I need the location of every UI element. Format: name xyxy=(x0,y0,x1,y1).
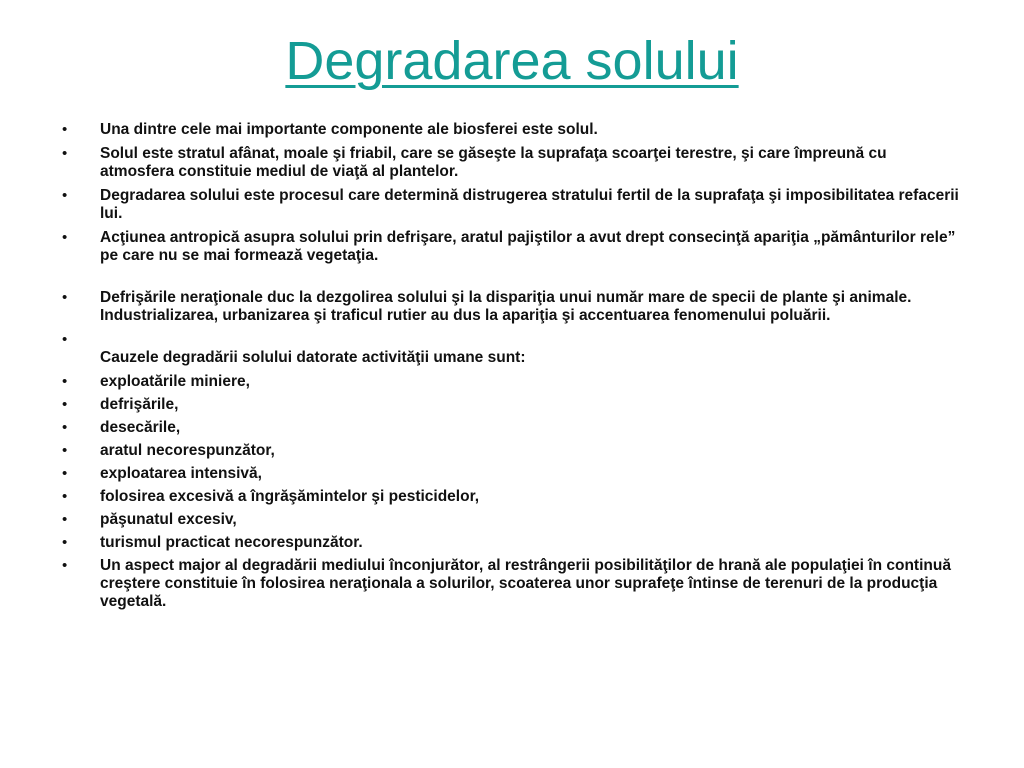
bullet-item xyxy=(62,396,962,414)
bullet-icon: • xyxy=(62,534,68,551)
bullet-icon: • xyxy=(62,187,68,204)
bullet-icon: • xyxy=(62,557,68,574)
bullet-item xyxy=(62,289,962,325)
bullet-icon: • xyxy=(62,373,68,390)
bullet-icon: • xyxy=(62,396,68,413)
bullet-text: Solul este stratul afânat, moale şi friabil, care se găseşte la suprafaţa scoarţei terestre, şi care împreună cu atmosfera constituie mediul de viaţă al plantelor. xyxy=(100,145,887,180)
bullet-item xyxy=(62,557,962,611)
bullet-icon: • xyxy=(62,331,68,348)
bullet-text: Acţiunea antropică asupra solului prin defrişare, aratul pajiştilor a avut drept consecinţă apariţia „pământurilor rele” pe care nu se mai formează vegetaţia. xyxy=(100,229,956,264)
bullet-text: exploatarea intensivă, xyxy=(100,465,262,482)
bullet-item xyxy=(62,373,962,391)
bullet-icon: • xyxy=(62,229,68,246)
bullet-item xyxy=(62,419,962,437)
bullet-item xyxy=(62,145,962,181)
bullet-text: desecările, xyxy=(100,419,181,436)
bullet-item xyxy=(62,187,962,223)
bullet-icon: • xyxy=(62,289,68,306)
bullet-icon: • xyxy=(62,511,68,528)
bullet-text: Un aspect major al degradării mediului înconjurător, al restrângerii posibilităţilor de hrană ale populaţiei în continuă creştere constituie în folosirea neraţionala a solurilor, scoaterea unor suprafeţe întinse de terenuri de la producţia vegetală. xyxy=(100,557,951,610)
bullet-item xyxy=(62,229,962,265)
bullet-item xyxy=(62,331,962,367)
bullet-text: Defrişările neraţionale duc la dezgolirea solului şi la dispariţia unui număr mare de specii de plante şi animale. Industrializarea, urbanizarea şi traficul rutier au dus la apariţia şi accentuarea fenomenului poluării. xyxy=(100,289,912,324)
bullet-text: turismul practicat necorespunzător. xyxy=(100,534,363,551)
bullet-icon: • xyxy=(62,465,68,482)
bullet-icon: • xyxy=(62,121,68,138)
slide-title: Degradarea solului xyxy=(285,31,739,91)
bullet-icon: • xyxy=(62,419,68,436)
bullet-text: aratul necorespunzător, xyxy=(100,442,275,459)
bullet-item xyxy=(62,121,962,139)
bullet-icon: • xyxy=(62,442,68,459)
bullet-text: păşunatul excesiv, xyxy=(100,511,237,528)
bullet-icon: • xyxy=(62,145,68,162)
bullet-item xyxy=(62,534,962,552)
bullet-icon: • xyxy=(62,488,68,505)
bullet-text: folosirea excesivă a îngrăşămintelor şi pesticidelor, xyxy=(100,488,480,505)
bullet-text: Degradarea solului este procesul care determină distrugerea stratului fertil de la suprafaţa şi imposibilitatea refacerii lui. xyxy=(100,187,959,222)
bullet-item xyxy=(62,511,962,529)
bullet-text: exploatările miniere, xyxy=(100,373,250,390)
bullet-item xyxy=(62,488,962,506)
bullet-text: defrişările, xyxy=(100,396,179,413)
bullet-text: Cauzele degradării solului datorate activităţii umane sunt: xyxy=(100,349,526,366)
bullet-text: Una dintre cele mai importante componente ale biosferei este solul. xyxy=(100,121,598,138)
bullet-item xyxy=(62,465,962,483)
bullet-list xyxy=(62,121,962,617)
bullet-item xyxy=(62,442,962,460)
